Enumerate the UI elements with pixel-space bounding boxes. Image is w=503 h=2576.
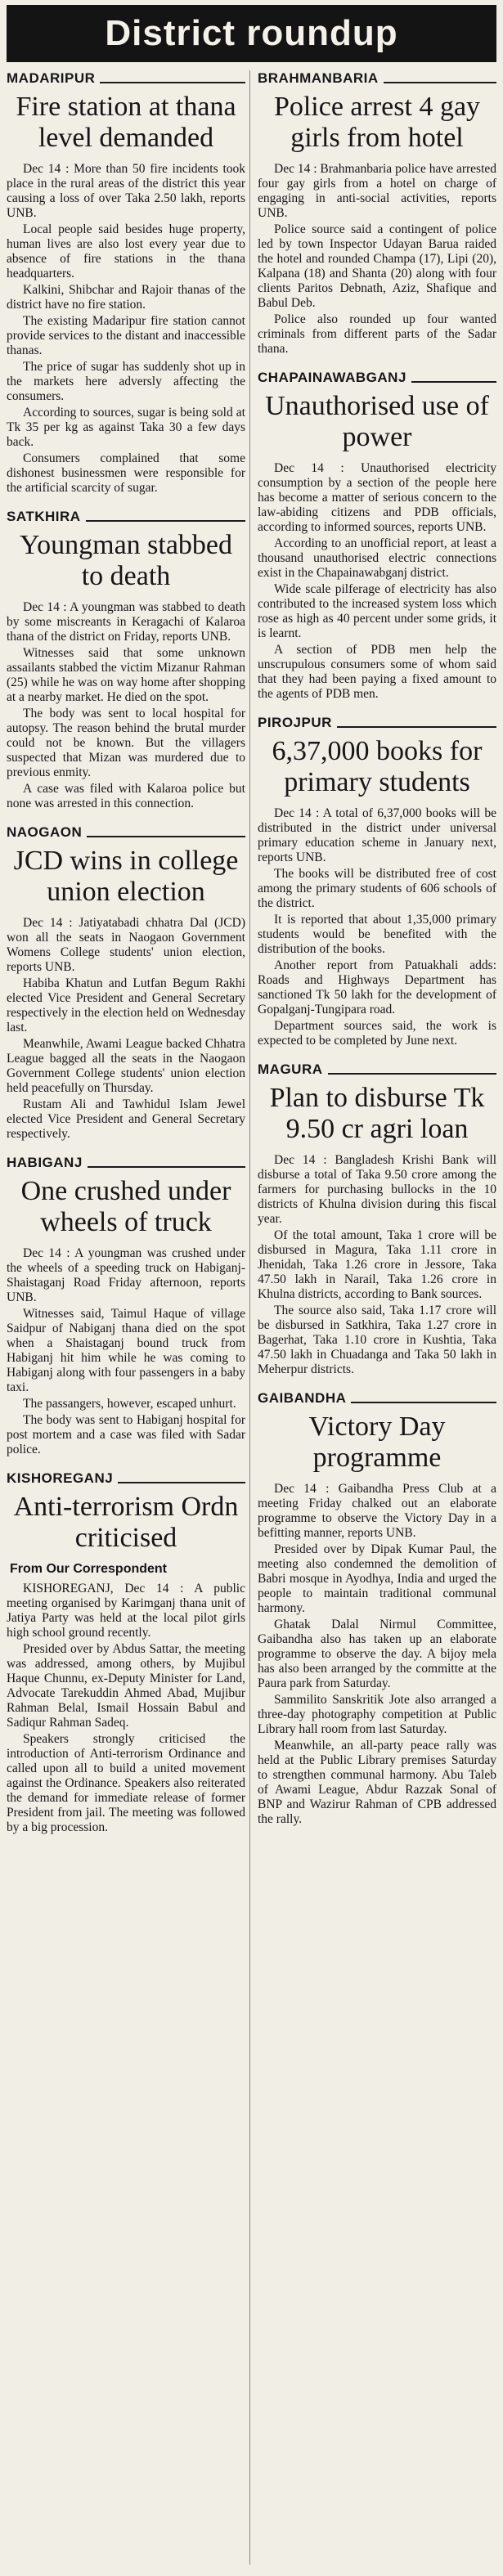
news-story: [7, 1470, 245, 1835]
news-story: [7, 824, 245, 1142]
story-paragraph: The existing Madaripur fire station cannot provide services to the distant and inaccessible thanas.: [7, 314, 245, 357]
story-headline: Victory Day programme: [308, 1411, 446, 1473]
story-byline: From Our Correspondent: [10, 1562, 168, 1576]
dateline-text: MADARIPUR: [7, 70, 96, 86]
news-story: [7, 1155, 245, 1457]
story-dateline: [7, 824, 245, 841]
dateline-text: NAOGAON: [7, 824, 83, 840]
story-paragraph: Habiba Khatun and Lutfan Begum Rakhi elected Vice President and General Secretary respectively in the election held on Wednesday last.: [7, 976, 245, 1034]
story-paragraph: Presided over by Abdus Sattar, the meeting was addressed, among others, by Mujibul Haque Chunnu, ex-Deputy Minister for Land, Advocate Tarekuddin Ahmed Abad, Mujibur Rahman Belal, Ismail Hossain Babul and Sadiqur Rahman Sadeq.: [7, 1642, 245, 1730]
dateline-text: KISHOREGANJ: [7, 1470, 114, 1486]
story-dateline: [258, 1061, 496, 1078]
dateline-text: CHAPAINAWABGANJ: [258, 370, 406, 385]
dateline-text: GAIBANDHA: [258, 1390, 347, 1406]
story-paragraph: Police source said a contingent of police led by town Inspector Udayan Barua raided the hotel and rounded Champa (17), Lipi (20), Kalpana (18) and Shanta (20) along with four clients Paritos Debnath, Aziz, Shafique and Babul Deb.: [258, 222, 496, 310]
story-paragraph: According to an unofficial report, at least a thousand unauthorised electric connections exist in the Chapainawabganj district.: [258, 536, 496, 580]
story-headline: JCD wins in college union election: [13, 846, 239, 907]
story-paragraph: Meanwhile, an all-party peace rally was held at the Public Library premises Saturday to strengthen communal harmony. Abu Taleb of Awami League, Abdur Razzak Sonal of BNP and Wazirur Rahman of CPB addressed the rally.: [258, 1739, 496, 1826]
story-headline: Plan to disburse Tk 9.50 cr agri loan: [269, 1083, 485, 1144]
news-story: [258, 70, 496, 357]
news-columns: [7, 70, 496, 2569]
story-paragraph: Another report from Patuakhali adds: Roads and Highways Department has sanctioned Tk 50 lakh for the development of Gopalganj-Tungipara road.: [258, 958, 496, 1016]
story-paragraph: Ghatak Dalal Nirmul Committee, Gaibandha also has taken up an elaborate programme to observe the day. A bijoy mela has also been arranged by the committe at the Paura park from Saturday.: [258, 1618, 496, 1690]
story-paragraph: Dec 14 : Bangladesh Krishi Bank will disburse a total of Taka 9.50 crore among the farmers for purchasing bullocks in the 10 districts of Khulna division during this fiscal year.: [258, 1153, 496, 1226]
story-paragraph: Department sources said, the work is expected to be completed by June next.: [258, 1019, 496, 1048]
story-dateline: [258, 70, 496, 87]
story-paragraph: Dec 14 : More than 50 fire incidents took place in the rural areas of the district this year causing a loss of over Taka 2.50 lakh, reports UNB.: [7, 162, 245, 220]
news-story: [258, 1390, 496, 1827]
story-paragraph: Dec 14 : Gaibandha Press Club at a meeting Friday chalked out an elaborate programme to observe the Victory Day in a befitting manner, reports UNB.: [258, 1482, 496, 1540]
story-dateline: [7, 70, 245, 87]
story-headline: 6,37,000 books for primary students: [272, 736, 483, 797]
story-paragraph: Dec 14 : Jatiyatabadi chhatra Dal (JCD) won all the seats in Naogaon Government Womens College students' union election, reports UNB.: [7, 916, 245, 974]
news-story: [258, 370, 496, 702]
story-paragraph: A case was filed with Kalaroa police but none was arrested in this connection.: [7, 782, 245, 810]
dateline-text: MAGURA: [258, 1061, 323, 1077]
story-dateline: [258, 1390, 496, 1407]
story-headline: Police arrest 4 gay girls from hotel: [273, 92, 481, 153]
story-paragraph: Wide scale pilferage of electricity has also contributed to the increased system loss which rose as high as 40 percent under some grids, it is learnt.: [258, 582, 496, 640]
left-column: [7, 70, 245, 2569]
story-paragraph: Consumers complained that some dishonest businessmen were responsible for the artificial scarcity of sugar.: [7, 451, 245, 495]
story-paragraph: Local people said besides huge property, human lives are also lost every year due to absence of fire stations in the thana headquarters.: [7, 222, 245, 280]
story-paragraph: It is reported that about 1,35,000 primary students would be benefited with the distribution of the books.: [258, 913, 496, 956]
story-paragraph: Sammilito Sanskritik Jote also arranged a three-day photography competition at Public Library hall room from last Saturday.: [258, 1693, 496, 1736]
story-headline: Unauthorised use of power: [265, 391, 489, 452]
story-headline: Youngman stabbed to death: [19, 530, 233, 591]
story-paragraph: According to sources, sugar is being sold at Tk 35 per kg as against Taka 30 a few days back.: [7, 406, 245, 449]
story-paragraph: The books will be distributed free of cost among the primary students of 606 schools of the district.: [258, 867, 496, 910]
dateline-text: PIROJPUR: [258, 715, 332, 730]
right-column: [258, 70, 496, 2569]
dateline-text: SATKHIRA: [7, 509, 81, 524]
story-paragraph: KISHOREGANJ, Dec 14 : A public meeting organised by Karimganj thana unit of Jatiya Party was held at the local pilot girls high school ground recently.: [7, 1582, 245, 1640]
story-paragraph: Rustam Ali and Tawhidul Islam Jewel elected Vice President and General Secretary respectively.: [7, 1097, 245, 1141]
story-dateline: [7, 1155, 245, 1171]
story-paragraph: Witnesses said that some unknown assailants stabbed the victim Mizanur Rahman (25) while he was on way home after shopping at a nearby market. He died on the spot.: [7, 646, 245, 704]
story-paragraph: The source also said, Taka 1.17 crore will be disbursed in Satkhira, Taka 1.27 crore in Bagerhat, Taka 1.10 crore in Kushtia, Taka 47.50 lakh in Chuadanga and Taka 50 lakh in Meherpur districts.: [258, 1304, 496, 1376]
story-paragraph: Dec 14 : A total of 6,37,000 books will be distributed in the district under universal primary education scheme in January next, reports UNB.: [258, 806, 496, 864]
dateline-text: HABIGANJ: [7, 1155, 83, 1170]
story-paragraph: Of the total amount, Taka 1 crore will be disbursed in Magura, Taka 1.11 crore in Jhenidah, Taka 1.26 crore in Jessore, Taka 47.50 lakh in Narail, Taka 1.26 crore in Khulna districts, according to Bank sources.: [258, 1228, 496, 1301]
story-paragraph: The body was sent to local hospital for autopsy. The reason behind the brutal murder could not be known. But the villagers suspected that Mizan was murdered due to previous enmity.: [7, 707, 245, 779]
story-paragraph: Police also rounded up four wanted criminals from different parts of the Sadar thana.: [258, 312, 496, 356]
story-paragraph: A section of PDB men help the unscrupulous consumers some of whom said that they had been paying a fixed amount to the agents of PDB men.: [258, 643, 496, 701]
story-dateline: [258, 715, 496, 731]
story-paragraph: Dec 14 : Unauthorised electricity consumption by a section of the people here has become a matter of serious concern to the law-abiding citizens and PDB officials, according to informed sources, reports UNB.: [258, 461, 496, 534]
story-dateline: [7, 1470, 245, 1487]
news-story: [258, 1061, 496, 1377]
story-paragraph: Dec 14 : A youngman was stabbed to death by some miscreants in Keragachi of Kalaroa thana of the district on Friday, reports UNB.: [7, 600, 245, 644]
story-headline: One crushed under wheels of truck: [20, 1176, 231, 1237]
story-paragraph: The body was sent to Habiganj hospital for post mortem and a case was filed with Sadar police.: [7, 1413, 245, 1456]
story-dateline: [7, 509, 245, 525]
story-headline: Anti-terrorism Ordn criticised: [13, 1492, 239, 1553]
story-paragraph: Presided over by Dipak Kumar Paul, the meeting also condemned the demolition of Babri mosque in Ayodhya, India and urged the people to maintain traditional communal harmony.: [258, 1542, 496, 1615]
section-title: District roundup: [105, 13, 398, 53]
news-story: [258, 715, 496, 1048]
story-paragraph: Dec 14 : Brahmanbaria police have arrested four gay girls from a hotel on charge of engaging in anti-social activities, reports UNB.: [258, 162, 496, 220]
story-headline: Fire station at thana level demanded: [16, 92, 236, 153]
story-paragraph: Speakers strongly criticised the introduction of Anti-terrorism Ordinance and called upon all to build a united movement against the Ordinance. Speakers also reiterated the demand for immediate release of former President from jail. The meeting was followed by a big procession.: [7, 1732, 245, 1834]
story-paragraph: Meanwhile, Awami League backed Chhatra League bagged all the seats in the Naogaon Government College students' union election held peacefully on Thursday.: [7, 1037, 245, 1095]
story-paragraph: Witnesses said, Taimul Haque of village Saidpur of Nabiganj thana died on the spot when a Shaistaganj bound truck from Habiganj hit him while he was coming to Habiganj along with four passengers in a baby taxi.: [7, 1307, 245, 1394]
story-paragraph: Kalkini, Shibchar and Rajoir thanas of the district have no fire station.: [7, 283, 245, 312]
news-story: [7, 70, 245, 496]
story-paragraph: Dec 14 : A youngman was crushed under the wheels of a speeding truck on Habiganj-Shaistaganj Road Friday afternoon, reports UNB.: [7, 1246, 245, 1304]
news-story: [7, 509, 245, 811]
story-dateline: [258, 370, 496, 386]
section-banner: [7, 5, 496, 62]
story-paragraph: The price of sugar has suddenly shot up in the markets here adversly affecting the consumers.: [7, 360, 245, 403]
story-paragraph: The passangers, however, escaped unhurt.: [23, 1397, 236, 1411]
dateline-text: BRAHMANBARIA: [258, 70, 379, 86]
